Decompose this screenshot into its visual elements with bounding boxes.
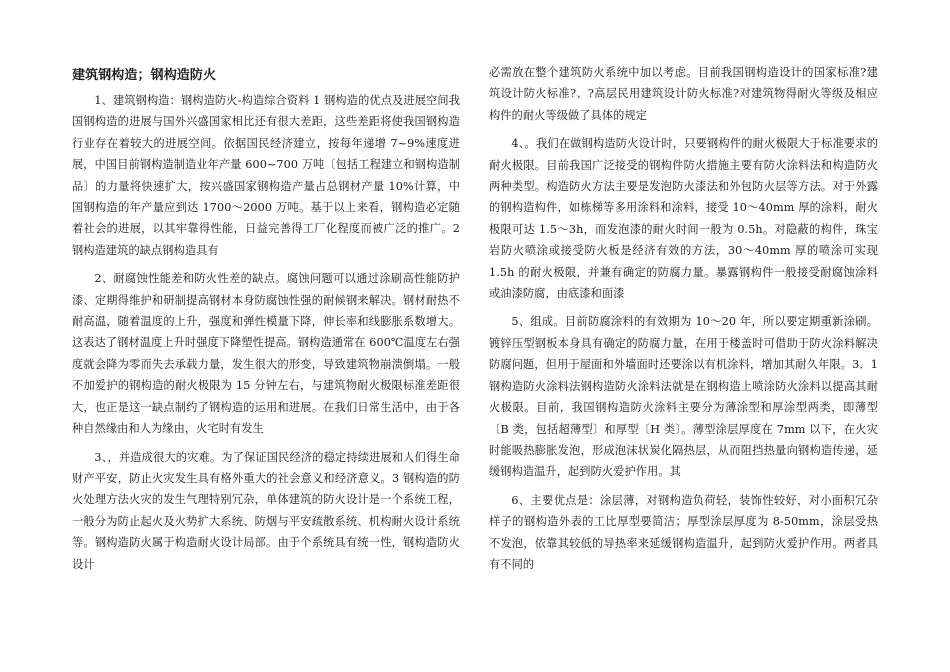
paragraph: 6、主要优点是：涂层薄，对钢构造负荷轻，装饰性较好，对小面积冗杂样子的钢构造外表的工比厚型要简洁；厚型涂层厚度为 8-50mm，涂层受热不发泡，依靠其较低的导热率来延缓钢构造温升，起到防火爱护作用。两者具有不同的 (489, 493, 878, 571)
paragraph: 2、耐腐蚀性能差和防火性差的缺点。腐蚀问题可以通过涂刷高性能防护漆、定期得维护和研制提高钢材本身防腐蚀性强的耐候钢来解决。钢材耐热不耐高温，随着温度的上升，强度和弹性模量下降，伸长率和线膨胀系数增大。这表达了钢材温度上升时强度下降塑性提高。钢构造通常在 600℃温度左右强度就会降为零而失去承载力量，发生很大的形变，导致建筑物崩溃倒塌。一般不加爱护的钢构造的耐火极限为 15 分钟左右，与建筑物耐火极限标准差距很大，也正是这一缺点制约了钢构造的运用和进展。在我们日常生活中，由于各种自然缘由和人为缘由，火宅时有发生 (72, 272, 460, 436)
paragraph: 5、组成。目前防腐涂料的有效期为 10～20 年，所以要定期重新涂刷。镀锌压型钢板本身具有确定的防腐力量，在用于楼盖时可借助于防火涂料解决防腐问题，但用于屋面和外墙面时还要涂以有机涂料，增加其耐久年限。3．1 钢构造防火涂料法钢构造防火涂料法就是在钢构造上喷涂防火涂料以提高其耐火极限。目前，我国钢构造防火涂料主要分为薄涂型和厚涂型两类，即薄型〔B 类，包括超薄型〕和厚型〔H 类〕。薄型涂层厚度在 7mm 以下，在火灾时能吸热膨胀发泡，形成泡沫状炭化隔热层，从而阻挡热量向钢构造传递，延缓钢构造温升，起到防火爱护作用。其 (489, 315, 878, 479)
paragraph: 1、建筑钢构造：钢构造防火-构造综合资料 1 钢构造的优点及进展空间我国钢构造的进展与国外兴盛国家相比还有很大差距，这些差距将使我国钢构造行业存在着较大的进展空间。依据国民经济建立，按每年递增 7~9%速度进展，中国目前钢构造制造业年产量 600~700 万吨〔包括工程建立和钢构造制品〕的力量将快速扩大，按兴盛国家钢构造产量占总钢材产量 10%计算，中国钢构造的年产量应到达 1700～2000 万吨。基于以上来看，钢构造必定随着社会的进展，以其牢靠得性能，日益完善得工厂化程度而被广泛的推广。2 钢构造建筑的缺点钢构造具有 (72, 94, 460, 257)
left-column (72, 62, 460, 582)
paragraph: 3、，并造成很大的灾难。为了保证国民经济的稳定持续进展和人们得生命财产平安，防止火灾发生具有格外重大的社会意义和经济意义。3 钢构造的防火处理方法火灾的发生气理特别冗杂，单体建筑的防火设计是一个系统工程，一般分为防止起火及火势扩大系统、防烟与平安疏散系统、机构耐火设计系统等。钢构造防火属于构造耐火设计局部。由于个系统具有统一性，钢构造防火设计 (72, 450, 460, 571)
document-title: 建筑钢构造；钢构造防火 (72, 68, 217, 83)
paragraph: 4、。我们在做钢构造防火设计时，只要钢构件的耐火极限大于标准要求的耐火极限。目前我国广泛接受的钢构件防火措施主要有防火涂料法和构造防火两种类型。构造防火方法主要是发泡防火漆法和外包防火层等方法。对于外露的钢构造构件，如栋梯等多用涂料和涂料，接受 10～40mm 厚的涂料，耐火极限可达 1.5～3h，而发泡漆的耐火时间一般为 0.5h。对隐蔽的构件，珠宝岩防火喷涂或接受防火板是经济有效的方法，30～40mm 厚的喷涂可实现 1.5h 的耐火极限，并兼有确定的防腐力量。暴露钢构件一般接受耐腐蚀涂料或油漆防腐，由底漆和面漆 (489, 137, 878, 301)
paragraph: 必需放在整个建筑防火系统中加以考虑。目前我国钢构造设计的国家标准?建筑设计防火标准?、?高层民用建筑设计防火标准?对建筑物得耐火等级及相应构件的耐火等级做了具体的规定 (489, 66, 878, 122)
right-column (489, 62, 878, 582)
